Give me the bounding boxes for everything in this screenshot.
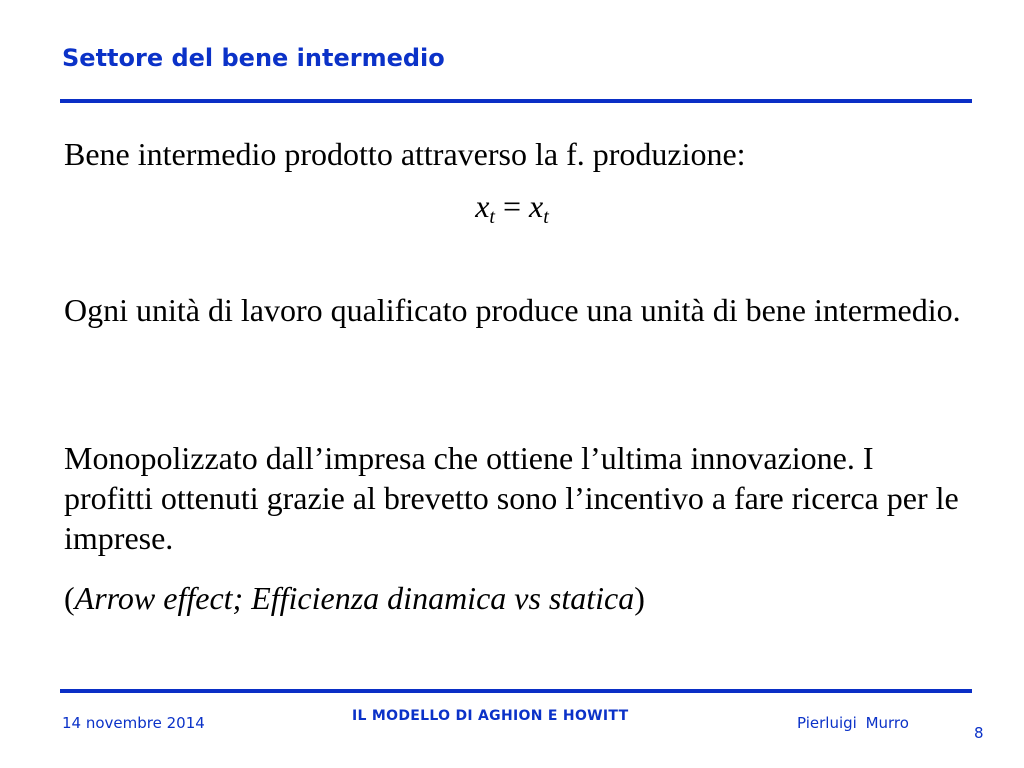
paren-close: ): [634, 580, 645, 616]
paragraph-monopoly: Monopolizzato dall’impresa che ottiene l’ultima innovazione. I profitti ottenuti grazie al brevetto sono l’incentivo a fare ricerca per le imprese.: [64, 440, 959, 556]
formula: [0, 186, 1024, 226]
footer-divider: [60, 689, 972, 693]
footer-author: Pierluigi Murro: [797, 714, 909, 732]
page-number: 8: [974, 724, 984, 742]
formula-rhs-var: x: [529, 188, 544, 224]
arrow-effect-text: Arrow effect; Efficienza dinamica vs statica: [74, 580, 635, 616]
paragraph-arrow-effect: [64, 578, 964, 618]
formula-lhs-sub: t: [489, 206, 495, 228]
formula-operator: =: [502, 188, 522, 224]
formula-rhs-sub: t: [543, 206, 549, 228]
title-divider: [60, 99, 972, 103]
formula-lhs-var: x: [475, 188, 490, 224]
paragraph-labor-unit: Ogni unità di lavoro qualificato produce una unità di bene intermedio.: [64, 292, 961, 328]
paragraph-production-function: Bene intermedio prodotto attraverso la f. produzione:: [64, 136, 746, 172]
footer-presentation-title: IL MODELLO DI AGHION E HOWITT: [352, 708, 629, 724]
slide-title: Settore del bene intermedio: [62, 44, 445, 72]
footer-date: 14 novembre 2014: [62, 714, 205, 732]
paren-open: (: [64, 580, 75, 616]
